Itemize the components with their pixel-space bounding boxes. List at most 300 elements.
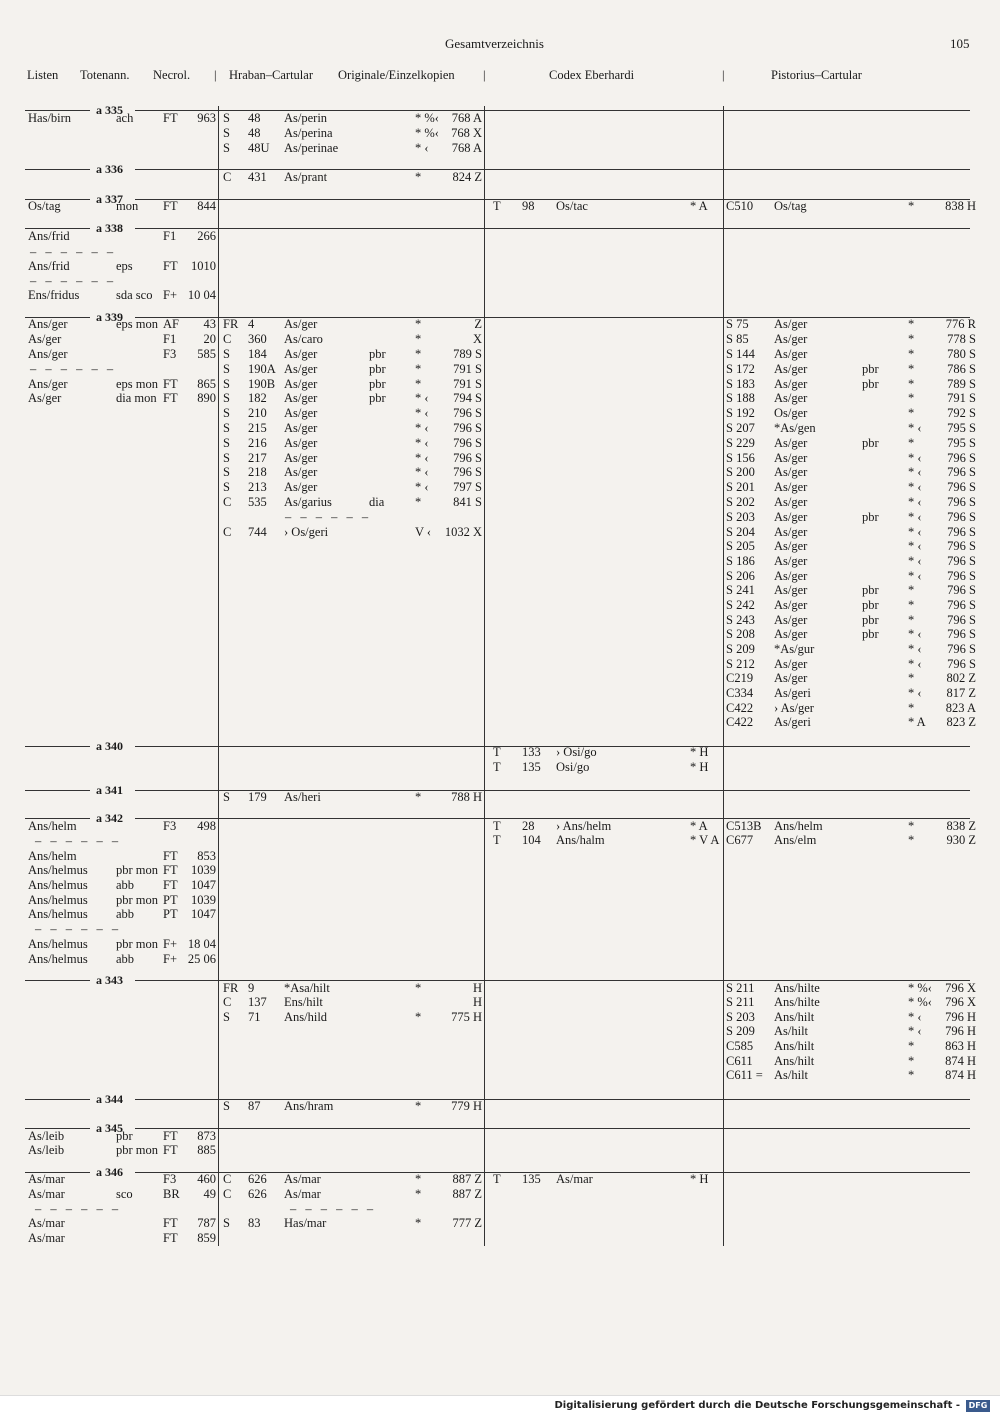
- table-cell: *: [908, 598, 915, 612]
- table-cell: FT: [163, 259, 178, 273]
- table-cell: As/ger: [284, 421, 318, 435]
- table-cell: 184: [248, 347, 267, 361]
- column-header: |: [483, 68, 486, 82]
- table-cell: 796 S: [947, 642, 976, 656]
- table-cell: * ‹: [908, 569, 922, 583]
- table-cell: 873: [197, 1129, 216, 1143]
- table-cell: 135: [522, 760, 541, 774]
- table-cell: *: [415, 347, 422, 361]
- table-cell: As/mar: [284, 1172, 321, 1186]
- table-cell: 796 S: [947, 583, 976, 597]
- table-cell: AF: [163, 317, 179, 331]
- table-cell: 1010: [191, 259, 216, 273]
- table-cell: FT: [163, 863, 178, 877]
- table-cell: S: [223, 1216, 230, 1230]
- table-cell: pbr: [369, 391, 386, 405]
- table-cell: C: [223, 170, 232, 184]
- table-cell: S: [223, 126, 230, 140]
- table-cell: C334: [726, 686, 754, 700]
- table-cell: 1032 X: [444, 525, 482, 539]
- table-cell: Ans/frid: [28, 259, 70, 273]
- table-cell: 431: [248, 170, 267, 184]
- table-cell: 796 S: [947, 465, 976, 479]
- table-cell: pbr: [862, 598, 879, 612]
- section-rule: [135, 818, 970, 819]
- table-cell: abb: [116, 952, 135, 966]
- table-cell: 838 Z: [946, 819, 976, 833]
- table-cell: *As/gur: [774, 642, 815, 656]
- table-cell: 776 R: [945, 317, 976, 331]
- table-cell: As/ger: [774, 436, 808, 450]
- table-cell: S 203: [726, 1010, 755, 1024]
- table-cell: 874 H: [945, 1054, 976, 1068]
- table-cell: Ans/hilt: [774, 1039, 815, 1053]
- table-cell: 190A: [248, 362, 276, 376]
- table-cell: 817 Z: [946, 686, 976, 700]
- section-label: a 340: [92, 739, 127, 754]
- table-cell: sco: [116, 1187, 133, 1201]
- table-cell: 796 S: [947, 525, 976, 539]
- table-cell: * ‹: [908, 1010, 922, 1024]
- table-cell: *As/gen: [774, 421, 816, 435]
- table-cell: C: [223, 1172, 232, 1186]
- table-cell: eps mon: [116, 317, 159, 331]
- table-cell: 865: [197, 377, 216, 391]
- table-cell: * ‹: [908, 480, 922, 494]
- table-cell: As/leib: [28, 1129, 65, 1143]
- table-cell: S 200: [726, 465, 755, 479]
- table-cell: 796 S: [947, 539, 976, 553]
- table-cell: *: [415, 981, 422, 995]
- table-cell: S 206: [726, 569, 755, 583]
- table-cell: pbr: [862, 627, 879, 641]
- table-cell: *: [908, 377, 915, 391]
- table-cell: FT: [163, 111, 178, 125]
- table-cell: 853: [197, 849, 216, 863]
- table-cell: C: [223, 525, 232, 539]
- table-cell: pbr mon: [116, 937, 159, 951]
- table-cell: H: [472, 995, 482, 1009]
- table-cell: *: [908, 833, 915, 847]
- table-cell: Osi/go: [556, 760, 590, 774]
- table-cell: *: [908, 436, 915, 450]
- dfg-logo-icon: DFG: [966, 1400, 990, 1412]
- table-cell: pbr: [369, 347, 386, 361]
- table-cell: 789 S: [947, 377, 976, 391]
- table-cell: S 156: [726, 451, 755, 465]
- table-cell: As/ger: [284, 317, 318, 331]
- table-cell: Ans/helmus: [28, 907, 88, 921]
- table-cell: * ‹: [908, 657, 922, 671]
- table-cell: C: [223, 332, 232, 346]
- table-cell: FR: [223, 317, 239, 331]
- table-cell: 796 S: [947, 510, 976, 524]
- table-cell: As/heri: [284, 790, 321, 804]
- table-cell: *: [908, 406, 915, 420]
- table-cell: As/ger: [774, 525, 808, 539]
- table-cell: *: [415, 170, 422, 184]
- table-cell: T: [493, 760, 501, 774]
- table-cell: As/ger: [774, 510, 808, 524]
- section-rule: [135, 317, 970, 318]
- table-cell: S 183: [726, 377, 755, 391]
- dash-separator: – – – – – –: [285, 510, 372, 524]
- section-label: a 337: [92, 192, 127, 207]
- table-cell: 49: [203, 1187, 216, 1201]
- table-cell: As/garius: [284, 495, 332, 509]
- table-cell: As/perin: [284, 111, 328, 125]
- table-cell: S: [223, 406, 230, 420]
- table-cell: *: [415, 362, 422, 376]
- section-label: a 346: [92, 1165, 127, 1180]
- table-cell: 780 S: [947, 347, 976, 361]
- table-cell: 823 A: [945, 701, 976, 715]
- table-cell: 585: [197, 347, 216, 361]
- table-cell: FT: [163, 1129, 178, 1143]
- table-cell: 794 S: [453, 391, 482, 405]
- table-cell: * ‹: [415, 480, 429, 494]
- table-cell: S: [223, 421, 230, 435]
- table-cell: Ans/hram: [284, 1099, 334, 1113]
- table-cell: S 204: [726, 525, 755, 539]
- table-cell: S 211: [726, 981, 755, 995]
- table-cell: 775 H: [451, 1010, 482, 1024]
- table-cell: 788 H: [451, 790, 482, 804]
- table-cell: As/hilt: [774, 1068, 809, 1082]
- table-cell: As/ger: [774, 671, 808, 685]
- table-cell: * ‹: [908, 495, 922, 509]
- table-cell: * ‹: [908, 554, 922, 568]
- table-cell: * %‹: [908, 995, 932, 1009]
- table-cell: * H: [690, 760, 709, 774]
- table-cell: C611: [726, 1054, 753, 1068]
- table-cell: S 192: [726, 406, 755, 420]
- table-cell: FT: [163, 849, 178, 863]
- column-header: Pistorius–Cartular: [771, 68, 862, 82]
- table-cell: As/mar: [28, 1231, 65, 1245]
- column-header: Codex Eberhardi: [549, 68, 635, 82]
- section-rule: [25, 169, 90, 170]
- table-cell: S 209: [726, 1024, 755, 1038]
- section-label: a 335: [92, 103, 127, 118]
- table-cell: C677: [726, 833, 754, 847]
- table-cell: › Ans/helm: [556, 819, 612, 833]
- table-cell: Ans/helmus: [28, 952, 88, 966]
- table-cell: C585: [726, 1039, 754, 1053]
- table-cell: * ‹: [415, 436, 429, 450]
- table-cell: eps mon: [116, 377, 159, 391]
- table-cell: *: [908, 317, 915, 331]
- table-cell: 83: [248, 1216, 261, 1230]
- table-cell: As/ger: [774, 554, 808, 568]
- table-cell: F+: [163, 952, 178, 966]
- table-cell: 796 S: [947, 451, 976, 465]
- table-cell: *: [908, 583, 915, 597]
- table-cell: C422: [726, 715, 754, 729]
- table-cell: S 243: [726, 613, 755, 627]
- table-cell: pbr mon: [116, 1143, 159, 1157]
- table-cell: S 211: [726, 995, 755, 1009]
- table-cell: 786 S: [947, 362, 976, 376]
- table-cell: pbr: [862, 362, 879, 376]
- table-cell: 963: [197, 111, 216, 125]
- table-cell: * ‹: [908, 686, 922, 700]
- table-cell: As/ger: [774, 657, 808, 671]
- table-cell: 796 S: [947, 554, 976, 568]
- table-cell: * ‹: [415, 465, 429, 479]
- table-cell: C219: [726, 671, 754, 685]
- section-label: a 342: [92, 811, 127, 826]
- table-cell: *: [415, 377, 422, 391]
- table-cell: As/ger: [774, 347, 808, 361]
- table-cell: › As/ger: [774, 701, 814, 715]
- table-cell: 535: [248, 495, 267, 509]
- table-cell: abb: [116, 907, 135, 921]
- table-cell: T: [493, 1172, 501, 1186]
- table-cell: *: [415, 1010, 422, 1024]
- table-cell: pbr: [862, 613, 879, 627]
- column-header: Necrol.: [153, 68, 191, 82]
- table-cell: 787: [197, 1216, 216, 1230]
- table-cell: S 242: [726, 598, 755, 612]
- table-cell: 796 S: [947, 657, 976, 671]
- table-cell: As/ger: [774, 569, 808, 583]
- dash-separator: – – – – – –: [30, 274, 117, 288]
- table-cell: S: [223, 790, 230, 804]
- table-cell: 266: [197, 229, 216, 243]
- table-cell: As/ger: [774, 377, 808, 391]
- table-cell: 796 S: [453, 436, 482, 450]
- table-cell: As/ger: [284, 465, 318, 479]
- table-cell: 779 H: [451, 1099, 482, 1113]
- table-cell: S 205: [726, 539, 755, 553]
- table-cell: * ‹: [908, 525, 922, 539]
- table-cell: S 212: [726, 657, 755, 671]
- table-cell: C513B: [726, 819, 762, 833]
- dash-separator: – – – – – –: [35, 1202, 122, 1216]
- page-title: Gesamtverzeichnis: [445, 36, 544, 51]
- table-cell: 71: [248, 1010, 261, 1024]
- table-cell: Ans/helmus: [28, 937, 88, 951]
- table-cell: F1: [163, 332, 177, 346]
- table-cell: As/leib: [28, 1143, 65, 1157]
- section-rule: [135, 1128, 970, 1129]
- table-cell: Ans/frid: [28, 229, 70, 243]
- table-cell: C422: [726, 701, 754, 715]
- table-cell: *: [415, 1172, 422, 1186]
- table-cell: pbr mon: [116, 863, 159, 877]
- table-cell: BR: [163, 1187, 180, 1201]
- section-label: a 344: [92, 1092, 127, 1107]
- table-cell: As/mar: [28, 1172, 65, 1186]
- table-cell: 796 S: [453, 451, 482, 465]
- table-cell: 104: [522, 833, 541, 847]
- table-cell: * ‹: [415, 141, 429, 155]
- footer-credit: Digitalisierung gefördert durch die Deutsche Forschungsgemeinschaft -: [554, 1400, 960, 1411]
- table-cell: 791 S: [453, 377, 482, 391]
- footer-bar: [0, 1395, 1000, 1416]
- table-cell: 9: [248, 981, 255, 995]
- table-cell: 824 Z: [452, 170, 482, 184]
- table-cell: * ‹: [908, 451, 922, 465]
- table-cell: FT: [163, 1231, 178, 1245]
- section-label: a 341: [92, 783, 127, 798]
- section-rule: [135, 980, 970, 981]
- table-cell: S 75: [726, 317, 749, 331]
- table-cell: S 85: [726, 332, 749, 346]
- table-cell: › Osi/go: [556, 745, 597, 759]
- table-cell: 796 S: [947, 480, 976, 494]
- table-cell: Ans/elm: [774, 833, 817, 847]
- table-cell: As/ger: [774, 598, 808, 612]
- hraban-divider: [218, 106, 219, 1246]
- section-label: a 339: [92, 310, 127, 325]
- section-rule: [25, 746, 90, 747]
- section-rule: [135, 199, 970, 200]
- table-cell: 218: [248, 465, 267, 479]
- table-cell: Ans/helmus: [28, 863, 88, 877]
- table-cell: Ans/hilt: [774, 1054, 815, 1068]
- table-cell: F1: [163, 229, 177, 243]
- table-cell: eps: [116, 259, 133, 273]
- table-cell: S: [223, 141, 230, 155]
- table-cell: T: [493, 199, 501, 213]
- table-cell: *: [415, 1099, 422, 1113]
- table-cell: abb: [116, 878, 135, 892]
- table-cell: * %‹: [415, 111, 439, 125]
- codex-divider: [484, 106, 485, 1246]
- table-cell: * H: [690, 1172, 709, 1186]
- table-cell: * ‹: [908, 465, 922, 479]
- table-cell: Ans/halm: [556, 833, 605, 847]
- table-cell: S 188: [726, 391, 755, 405]
- table-cell: sda sco: [116, 288, 153, 302]
- table-cell: 1047: [191, 907, 216, 921]
- table-cell: 859: [197, 1231, 216, 1245]
- table-cell: Ans/hilte: [774, 995, 820, 1009]
- table-cell: 795 S: [947, 421, 976, 435]
- table-cell: Os/tag: [774, 199, 807, 213]
- table-cell: * V A: [690, 833, 720, 847]
- table-cell: 48U: [248, 141, 270, 155]
- table-cell: F3: [163, 1172, 177, 1186]
- table-cell: FT: [163, 1216, 178, 1230]
- table-cell: *: [415, 1216, 422, 1230]
- table-cell: As/ger: [774, 332, 808, 346]
- table-cell: As/ger: [774, 317, 808, 331]
- table-cell: pbr: [369, 377, 386, 391]
- table-cell: 43: [203, 317, 216, 331]
- table-cell: 210: [248, 406, 267, 420]
- table-cell: 795 S: [947, 436, 976, 450]
- table-cell: As/mar: [28, 1187, 65, 1201]
- table-cell: As/prant: [284, 170, 328, 184]
- table-cell: *: [415, 332, 422, 346]
- table-cell: Has/birn: [28, 111, 72, 125]
- table-cell: 48: [248, 126, 261, 140]
- table-cell: Os/tag: [28, 199, 61, 213]
- table-cell: mon: [116, 199, 139, 213]
- column-header: Hraban–Cartular: [229, 68, 313, 82]
- table-cell: As/ger: [774, 391, 808, 405]
- table-cell: Os/tac: [556, 199, 588, 213]
- table-cell: 133: [522, 745, 541, 759]
- table-cell: *: [415, 790, 422, 804]
- table-cell: 460: [197, 1172, 216, 1186]
- table-cell: * ‹: [415, 391, 429, 405]
- table-cell: pbr: [862, 377, 879, 391]
- table-cell: Ans/ger: [28, 317, 68, 331]
- table-cell: Ans/ger: [28, 347, 68, 361]
- table-cell: * ‹: [415, 451, 429, 465]
- table-cell: 626: [248, 1187, 267, 1201]
- table-cell: S: [223, 1099, 230, 1113]
- table-cell: ach: [116, 111, 134, 125]
- table-cell: *: [908, 701, 915, 715]
- table-cell: As/ger: [284, 451, 318, 465]
- table-cell: * ‹: [908, 1024, 922, 1038]
- table-cell: S: [223, 1010, 230, 1024]
- table-cell: S: [223, 465, 230, 479]
- table-cell: C: [223, 1187, 232, 1201]
- section-rule: [135, 228, 970, 229]
- table-cell: Has/mar: [284, 1216, 327, 1230]
- table-cell: 863 H: [945, 1039, 976, 1053]
- table-cell: FT: [163, 1143, 178, 1157]
- section-rule: [25, 1099, 90, 1100]
- table-cell: 796 X: [945, 995, 976, 1009]
- table-cell: 135: [522, 1172, 541, 1186]
- table-cell: Ans/helm: [774, 819, 823, 833]
- table-cell: * ‹: [415, 421, 429, 435]
- table-cell: Ans/hilte: [774, 981, 820, 995]
- table-cell: 797 S: [453, 480, 482, 494]
- table-cell: 777 Z: [452, 1216, 482, 1230]
- table-cell: 778 S: [947, 332, 976, 346]
- table-cell: 844: [197, 199, 216, 213]
- table-cell: *Asa/hilt: [284, 981, 330, 995]
- table-cell: Z: [474, 317, 482, 331]
- table-cell: * A: [690, 819, 708, 833]
- table-cell: S: [223, 436, 230, 450]
- table-cell: 360: [248, 332, 267, 346]
- table-cell: V ‹: [415, 525, 432, 539]
- table-cell: C611 =: [726, 1068, 763, 1082]
- table-cell: H: [472, 981, 482, 995]
- table-cell: *: [908, 613, 915, 627]
- table-cell: * A: [690, 199, 708, 213]
- table-cell: FR: [223, 981, 239, 995]
- table-cell: S: [223, 347, 230, 361]
- table-cell: *: [908, 332, 915, 346]
- table-cell: pbr: [862, 436, 879, 450]
- table-cell: 789 S: [453, 347, 482, 361]
- table-cell: As/ger: [774, 583, 808, 597]
- table-cell: FT: [163, 391, 178, 405]
- table-cell: F3: [163, 819, 177, 833]
- table-cell: 796 S: [947, 598, 976, 612]
- table-cell: Os/ger: [774, 406, 808, 420]
- table-cell: dia: [369, 495, 385, 509]
- table-cell: As/ger: [284, 377, 318, 391]
- table-cell: As/ger: [774, 480, 808, 494]
- table-cell: T: [493, 745, 501, 759]
- table-cell: * %‹: [908, 981, 932, 995]
- table-cell: F3: [163, 347, 177, 361]
- table-cell: 887 Z: [452, 1172, 482, 1186]
- table-cell: * %‹: [415, 126, 439, 140]
- dash-separator: – – – – – –: [30, 362, 117, 376]
